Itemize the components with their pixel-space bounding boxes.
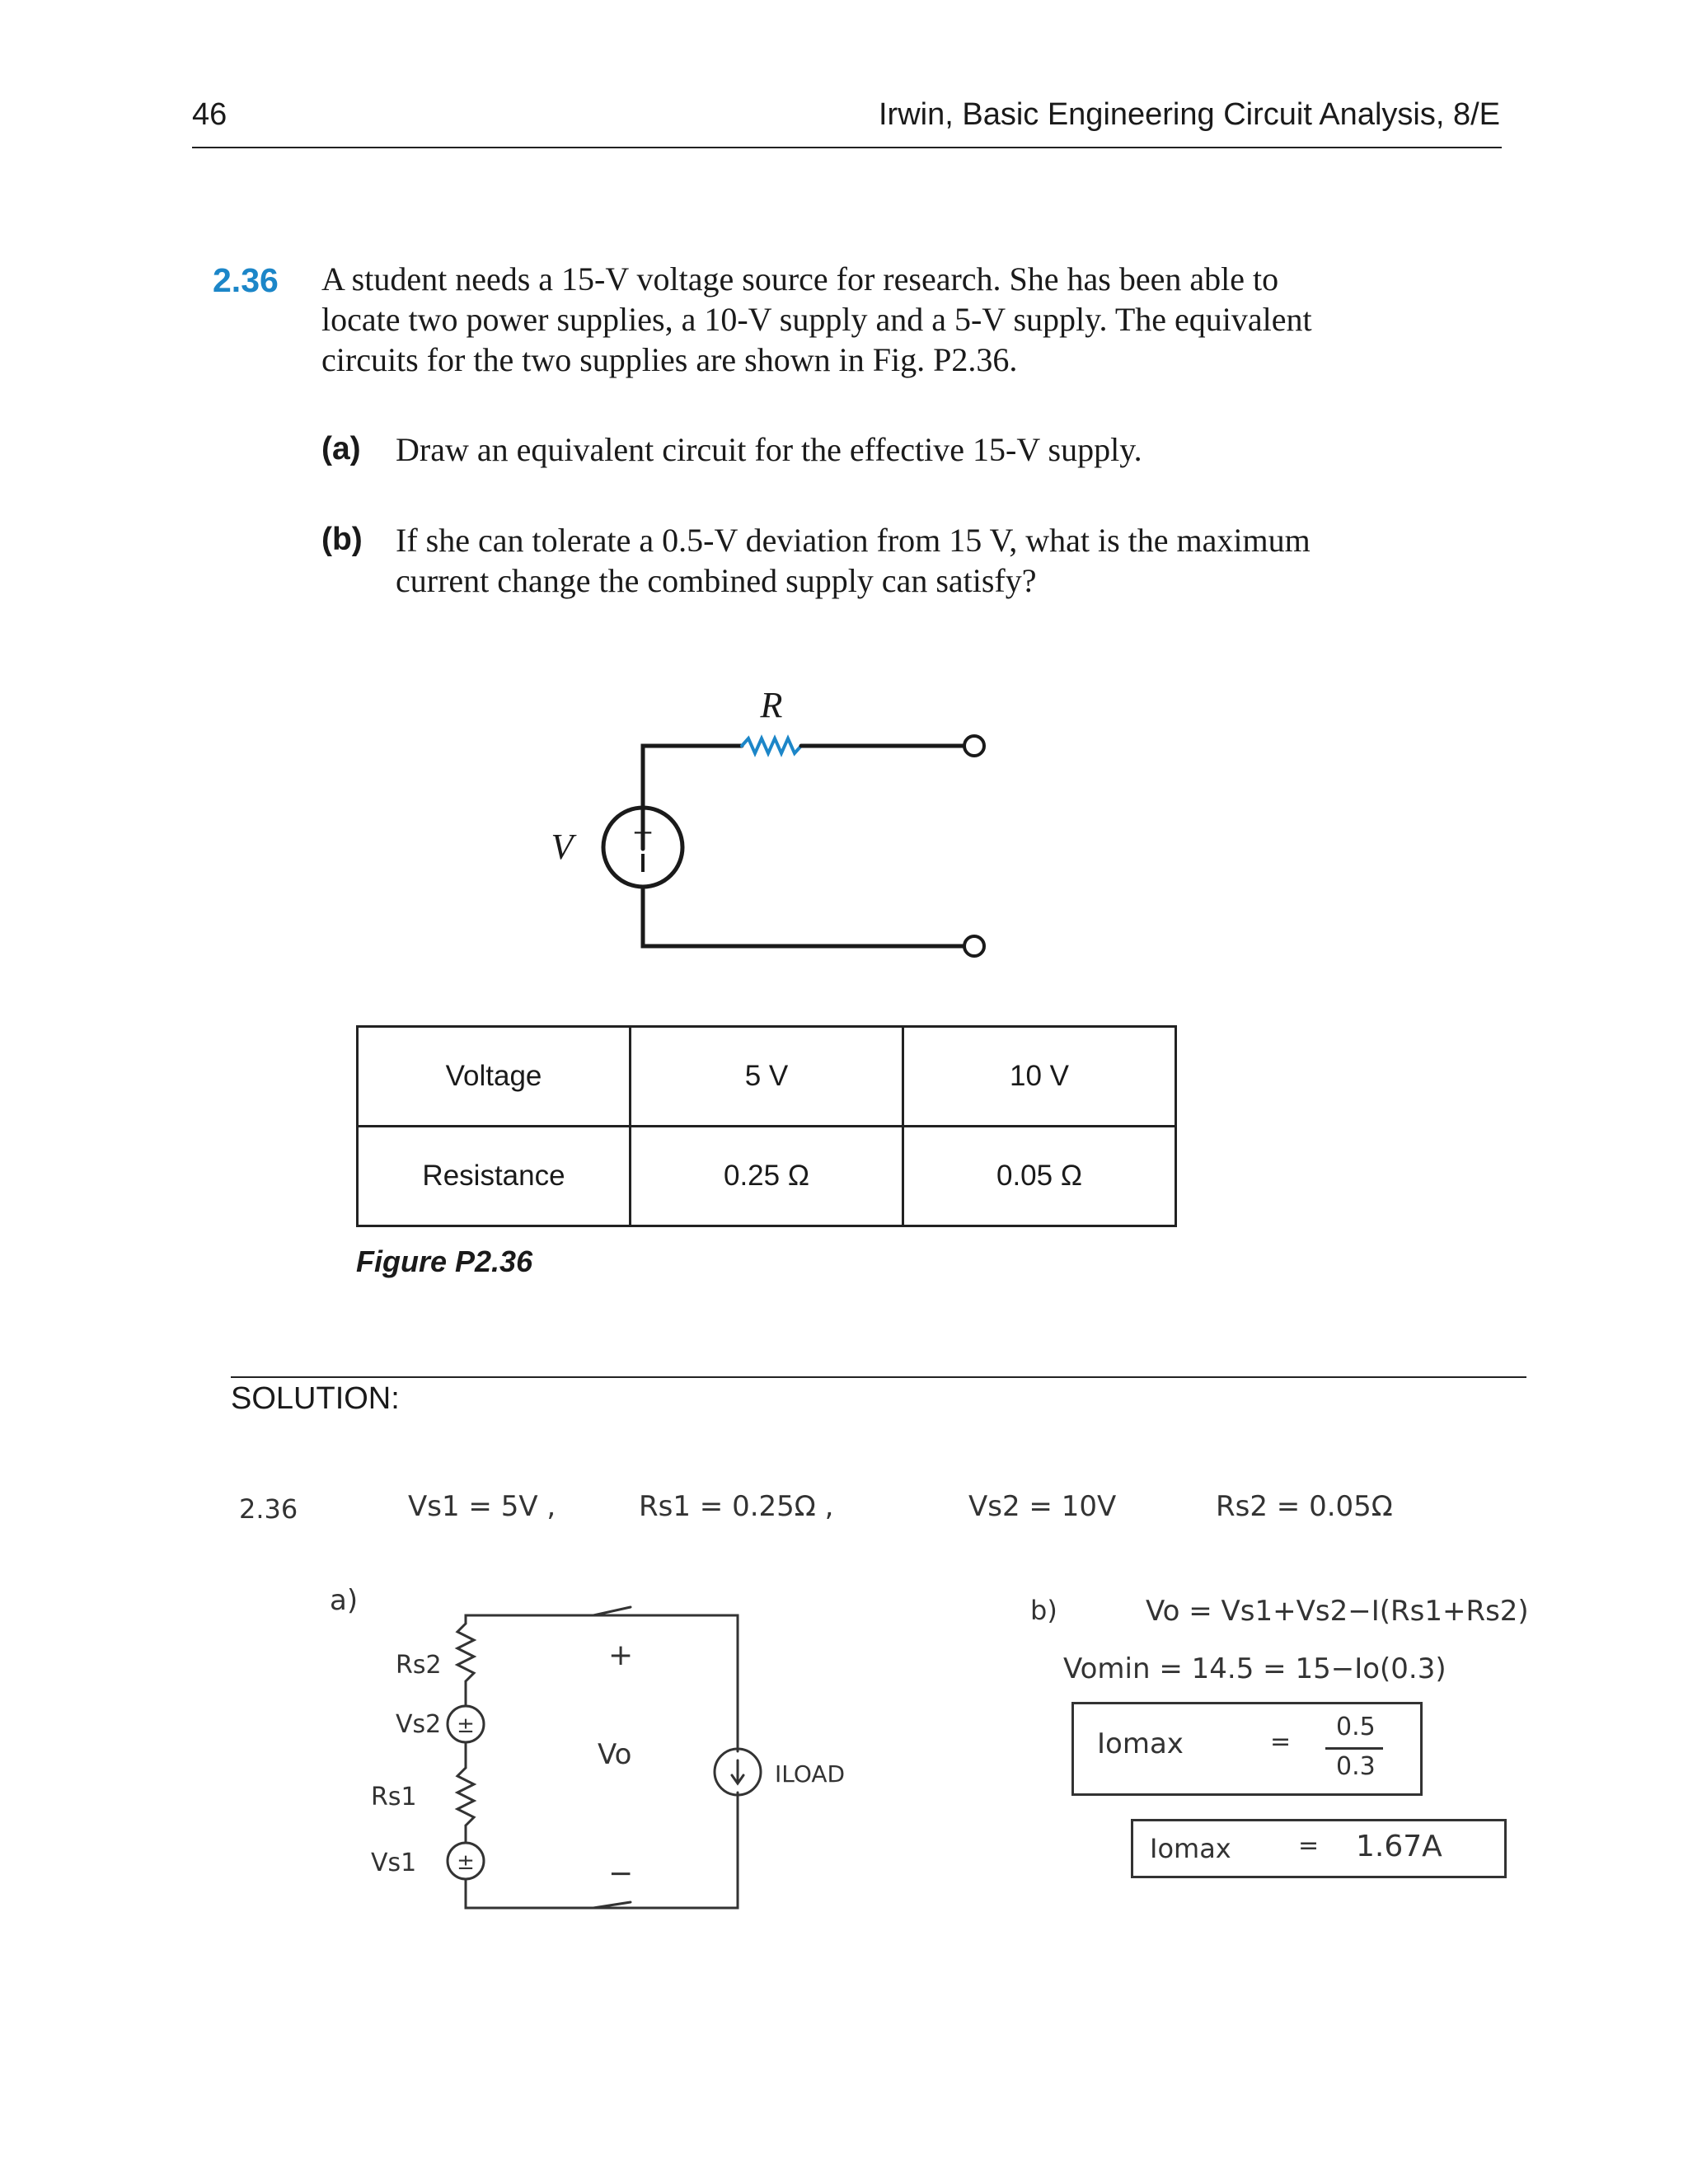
rs2-zigzag: [457, 1624, 474, 1681]
header-rule: [192, 147, 1502, 148]
given-rs1: Rs1 = 0.25Ω ,: [639, 1490, 834, 1523]
solution-label: SOLUTION:: [231, 1381, 400, 1416]
iomax-denominator: 0.3: [1336, 1752, 1376, 1781]
solution-problem-ref: 2.36: [239, 1493, 298, 1525]
iomax-lhs: Iomax: [1097, 1727, 1184, 1760]
iomax-result-value: 1.67A: [1356, 1830, 1442, 1863]
problem-text: A student needs a 15-V voltage source for research. She has been able to locate two power supplies, a 10-V supply and a 5-V supply. The equivalent circuits for the two supplies are shown in Fig. P2.36.: [321, 260, 1312, 378]
equation-vo: Vo = Vs1+Vs2−I(Rs1+Rs2): [1146, 1595, 1529, 1628]
iomax-result-equals: =: [1298, 1831, 1320, 1860]
resistor-zigzag: [742, 738, 801, 753]
source-plus-vs2: ±: [457, 1713, 475, 1738]
figure-caption: Figure P2.36: [356, 1244, 533, 1278]
part-a-text: Draw an equivalent circuit for the effective 15-V supply.: [396, 431, 1142, 468]
iomax-result-lhs: Iomax: [1150, 1833, 1231, 1864]
label-rs2: Rs2: [396, 1651, 442, 1680]
label-plus: +: [608, 1638, 634, 1672]
given-vs2: Vs2 = 10V: [968, 1490, 1117, 1523]
figure-circuit: [511, 676, 1022, 972]
table-cell: 5 V: [631, 1027, 903, 1127]
right-wire: [602, 1615, 738, 1751]
part-a-label: (a): [321, 431, 361, 466]
table-row: [358, 1127, 1176, 1226]
page-number: 46: [192, 97, 227, 132]
part-b-text: If she can tolerate a 0.5-V deviation from 15 V, what is the maximum current change the combined supply can satisfy?: [396, 522, 1311, 599]
equation-vomin: Vomin = 14.5 = 15−Io(0.3): [1063, 1652, 1447, 1685]
table-cell: 0.05 Ω: [903, 1127, 1176, 1226]
given-rs2: Rs2 = 0.05Ω: [1216, 1490, 1393, 1523]
source-polarity: +: [632, 813, 654, 853]
rs1-zigzag: [457, 1768, 474, 1825]
label-iload: ILOAD: [775, 1760, 846, 1788]
iomax-numerator: 0.5: [1336, 1713, 1376, 1741]
table-cell: Resistance: [358, 1127, 631, 1226]
iomax-fraction-box: [1071, 1702, 1423, 1796]
terminal-bottom-icon: [964, 936, 984, 956]
label-vo: Vo: [598, 1738, 632, 1771]
top-wire: [643, 746, 742, 849]
iomax-result-box: [1131, 1819, 1507, 1878]
solution-rule: [231, 1376, 1526, 1378]
table-cell: 0.25 Ω: [631, 1127, 903, 1226]
source-label: V: [551, 827, 574, 867]
book-title: Irwin, Basic Engineering Circuit Analysis, 8/E: [879, 97, 1500, 132]
table-cell: Voltage: [358, 1027, 631, 1127]
table-row: [358, 1027, 1176, 1127]
label-rs1: Rs1: [371, 1783, 417, 1811]
iomax-equals: =: [1270, 1727, 1292, 1756]
label-vs1: Vs1: [371, 1849, 417, 1877]
left-wire-top: [466, 1615, 602, 1624]
right-wire-bottom: [602, 1793, 738, 1908]
left-wire-bottom: [466, 1879, 602, 1908]
part-b-solution-label: b): [1030, 1595, 1057, 1626]
fraction-bar: [1325, 1747, 1383, 1750]
part-b-label: (b): [321, 522, 363, 557]
bottom-wire: [643, 887, 964, 946]
problem-number: 2.36: [213, 261, 279, 299]
supply-table: [356, 1025, 1177, 1227]
terminal-top-icon: [964, 736, 984, 756]
solution-circuit: [346, 1599, 940, 1929]
given-vs1: Vs1 = 5V ,: [408, 1490, 556, 1523]
label-minus: −: [608, 1857, 634, 1891]
source-plus-vs1: ±: [457, 1850, 475, 1875]
part-a-solution-label: a): [330, 1584, 359, 1617]
label-vs2: Vs2: [396, 1710, 442, 1739]
resistor-label: R: [760, 685, 783, 725]
table-cell: 10 V: [903, 1027, 1176, 1127]
